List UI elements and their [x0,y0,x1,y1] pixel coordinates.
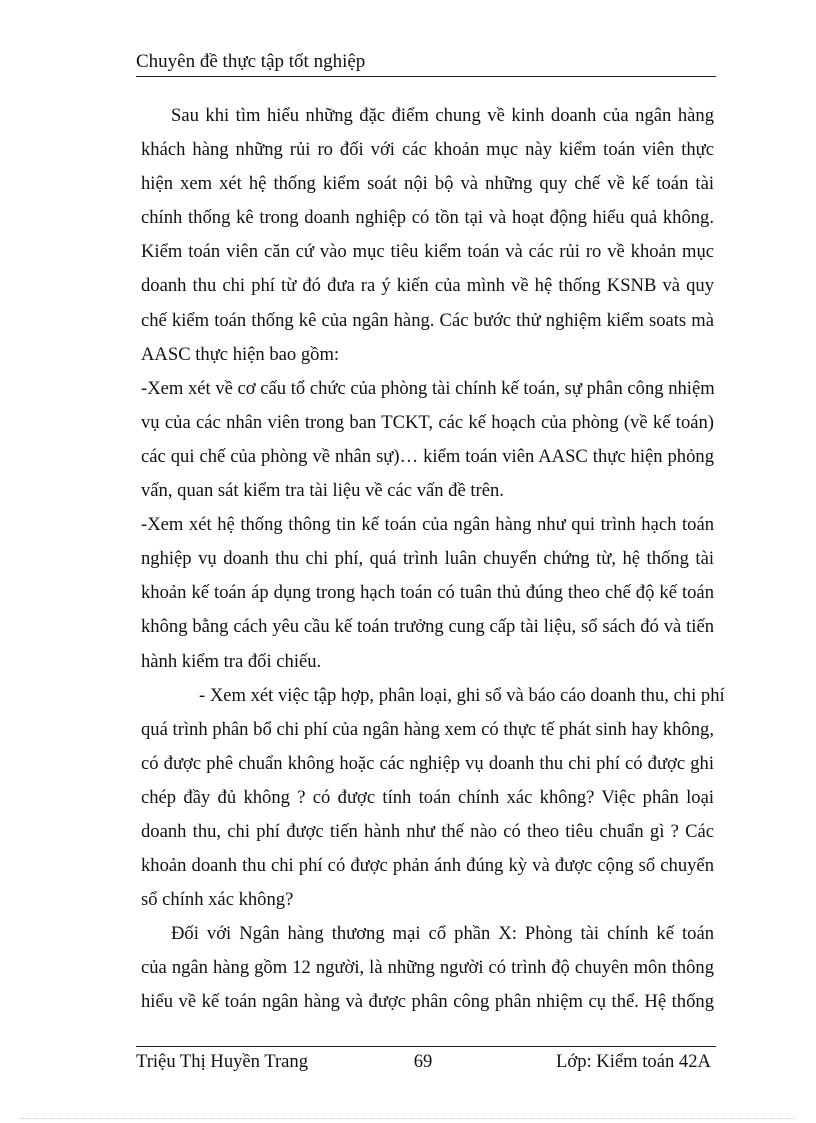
page-number: 69 [413,1051,433,1072]
text-line: hiểu về kế toán ngân hàng và được phân công phân nhiệm cụ thể. Hệ thống [141,991,714,1013]
text-line: có được phê chuẩn không hoặc các nghiệp vụ doanh thu chi phí có được ghi [141,752,714,774]
text-line: khoản kế toán áp dụng trong hạch toán có tuân thủ đúng theo chế độ kế toán [141,582,714,604]
text-line: sổ chính xác không? [141,889,294,911]
footer-author: Triệu Thị Huyền Trang [136,1051,309,1072]
footer-divider [136,1046,716,1047]
page-bottom-edge [20,1118,796,1119]
text-line: vấn, quan sát kiểm tra tài liệu về các vấn đề trên. [141,480,504,502]
text-line: nghiệp vụ doanh thu chi phí, quá trình luân chuyển chứng từ, hệ thống tài [141,548,714,570]
text-line: chính thống kê trong doanh nghiệp có tồn tại và hoạt động hiểu quả không. [141,207,714,229]
text-line: doanh thu, chi phí được tiến hành như thế nào có theo tiêu chuẩn gì ? Các [141,820,714,842]
header-divider [136,76,716,77]
text-line: AASC thực hiện bao gồm: [141,343,340,365]
running-header-title: Chuyên đề thực tập tốt nghiệp [136,51,366,72]
text-line: Kiểm toán viên căn cứ vào mục tiêu kiểm toán và các rủi ro về khoản mục [141,241,714,263]
text-line: doanh thu chi phí từ đó đưa ra ý kiến của mình về hệ thống KSNB và quy [141,275,714,297]
text-line: khách hàng những rủi ro đối với các khoản mục này kiểm toán viên thực [141,139,714,161]
footer-class: Lớp: Kiểm toán 42A [556,1051,711,1072]
text-line: các qui chế của phòng về nhân sự)… kiểm toán viên AASC thực hiện phỏng [141,445,714,467]
text-line: chế kiểm toán thống kê của ngân hàng. Các bước thử nghiệm kiểm soats mà [141,309,714,331]
document-body [141,99,725,1020]
text-line: khoản doanh thu chi phí có được phản ánh đúng kỳ và được cộng sổ chuyển [141,855,714,877]
text-line: Sau khi tìm hiểu những đặc điểm chung về kinh doanh của ngân hàng [171,105,714,126]
text-line: của ngân hàng gồm 12 người, là những người có trình độ chuyên môn thông [141,957,714,979]
text-line: không bằng cách yêu cầu kế toán trưởng cung cấp tài liệu, sổ sách đó và tiến [141,616,714,638]
text-line: vụ của các nhân viên trong ban TCKT, các kế hoạch của phòng (về kế toán) [141,411,714,433]
text-line: -Xem xét về cơ cấu tổ chức của phòng tài chính kế toán, sự phân công nhiệm [141,377,715,399]
text-line: Đối với Ngân hàng thương mại cổ phần X: Phòng tài chính kế toán [171,923,714,945]
text-line: chép đầy đủ không ? có được tính toán chính xác không? Việc phân loại [141,786,714,808]
text-line: hành kiểm tra đối chiếu. [141,650,322,672]
text-line: - Xem xét việc tập hợp, phân loại, ghi sổ và báo cáo doanh thu, chi phí [199,684,725,706]
text-line: -Xem xét hệ thống thông tin kế toán của ngân hàng như qui trình hạch toán [141,514,714,536]
text-line: quá trình phân bổ chi phí của ngân hàng xem có thực tế phát sinh hay không, [141,718,714,740]
text-line: hiện xem xét hệ thống kiểm soát nội bộ và những quy chế về kế toán tài [141,173,714,195]
